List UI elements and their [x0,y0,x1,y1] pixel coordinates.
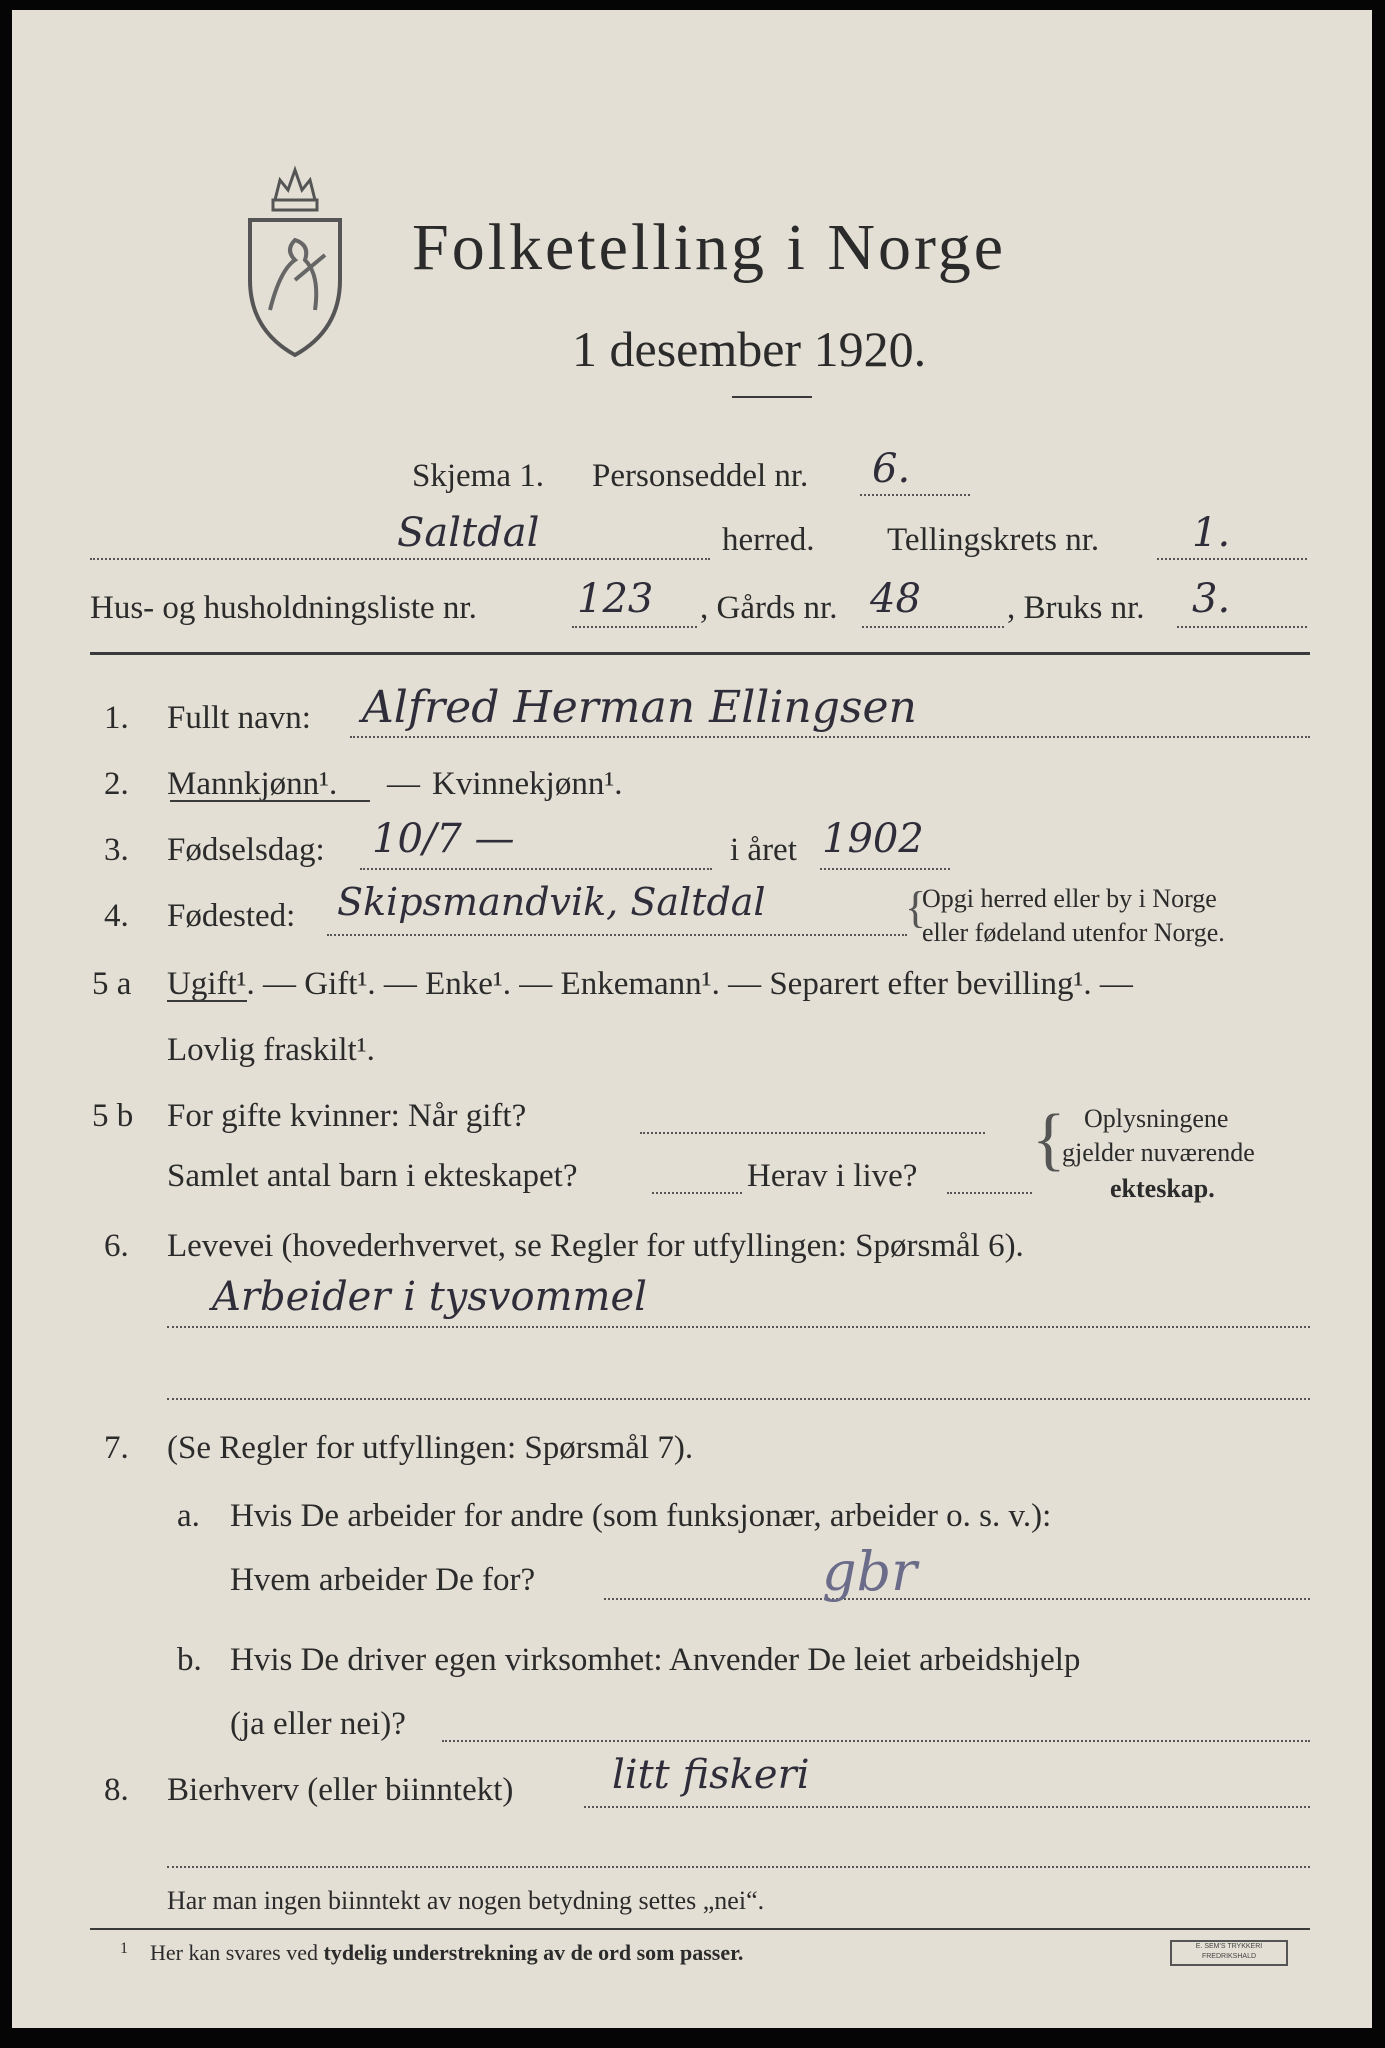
herred-value[interactable]: Saltdal [397,510,540,556]
q8-number: 8. [104,1772,129,1808]
footnote-marker: 1 [120,1940,128,1957]
census-form [12,10,1372,2028]
personseddel-label: Personseddel nr. [592,458,809,494]
q1-number: 1. [104,700,129,736]
hus-line [572,626,697,628]
q1-label: Fullt navn: [167,700,311,736]
gards-line [862,626,1004,628]
q2-male-underline [170,800,370,802]
q4-number: 4. [104,898,129,934]
q1-value[interactable]: Alfred Herman Ellingsen [362,682,917,733]
q5b-married-line [640,1132,985,1134]
q5a-options-line2[interactable]: Lovlig fraskilt¹. [167,1032,375,1068]
q3-number: 3. [104,832,129,868]
hus-label: Hus- og husholdningsliste nr. [90,590,477,626]
q1-line [350,736,1310,738]
q7b-help-line [442,1740,1310,1742]
q4-value[interactable]: Skipsmandvik, Saltdal [337,880,766,924]
q4-note-brace: { [905,883,927,932]
q6-line1 [167,1326,1310,1328]
bruks-value[interactable]: 3. [1192,576,1231,622]
q7a-employer-line [604,1598,1310,1600]
q4-line [327,934,907,936]
q6-value[interactable]: Arbeider i tysvommel [212,1274,647,1320]
q2-separator: — [387,766,420,802]
tellingskrets-label: Tellingskrets nr. [887,522,1100,558]
q4-note-line2: eller fødeland utenfor Norge. [922,918,1225,947]
bruks-label: , Bruks nr. [1007,590,1145,626]
title-divider [732,396,812,398]
herred-line [90,558,710,560]
q5b-children-label: Samlet antal barn i ekteskapet? [167,1158,578,1194]
q3-label: Fødselsdag: [167,832,325,868]
q7a-label: Hvis De arbeider for andre (som funksjonær, arbeider o. s. v.): [230,1498,1052,1534]
q6-line2 [167,1398,1310,1400]
q5b-note-line3: ekteskap. [1110,1174,1215,1203]
q5b-children-line [652,1192,742,1194]
q5a-options[interactable]: Ugift¹. — Gift¹. — Enke¹. — Enkemann¹. — Separert efter bevilling¹. — [167,966,1133,1002]
q8-value[interactable]: litt fiskeri [612,1752,810,1798]
bruks-line [1177,626,1307,628]
q8-label: Bierhverv (eller biinntekt) [167,1772,514,1808]
q5b-note-line1: Oplysningene [1084,1104,1229,1133]
q6-number: 6. [104,1228,129,1264]
q7-label: (Se Regler for utfyllingen: Spørsmål 7). [167,1430,694,1466]
q2-number: 2. [104,766,129,802]
form-subtitle: 1 desember 1920. [572,321,927,377]
q7a-employer-value[interactable]: gbr [822,1540,917,1603]
q2-female-option[interactable]: Kvinnekjønn¹. [432,766,623,802]
tellingskrets-value[interactable]: 1. [1192,510,1231,556]
q3-year-value[interactable]: 1902 [822,816,924,862]
tellingskrets-line [1157,558,1307,560]
personseddel-line [860,494,970,496]
q7b-label: Hvis De driver egen virksomhet: Anvender De leiet arbeidshjelp [230,1642,1081,1678]
hus-value[interactable]: 123 [577,576,654,622]
footnote-text-plain: Her kan svares ved [150,1940,318,1965]
personseddel-value[interactable]: 6. [872,446,911,492]
q3-line [360,868,712,870]
q5b-number: 5 b [92,1098,134,1134]
q5b-note-line2: gjelder nuværende [1062,1138,1255,1167]
q4-note-line1: Opgi herred eller by i Norge [922,884,1217,913]
q8-line2 [167,1866,1310,1868]
q5a-number: 5 a [92,966,132,1002]
q3-year-label: i året [730,832,797,868]
skjema-label: Skjema 1. [412,458,544,494]
q8-line1 [584,1806,1310,1808]
footer-rule [90,1928,1310,1930]
q3-year-line [820,868,950,870]
q2-male-option[interactable]: Mannkjønn¹. [167,766,338,802]
q7a-employer-label: Hvem arbeider De for? [230,1562,536,1598]
q7b-letter: b. [177,1642,202,1678]
q5b-married-label: For gifte kvinner: Når gift? [167,1098,527,1134]
q5b-brace: { [1032,1101,1066,1178]
gards-value[interactable]: 48 [870,576,921,622]
q3-value[interactable]: 10/7 — [372,816,515,862]
note-nei: Har man ingen biinntekt av nogen betydning settes „nei“. [167,1886,765,1915]
q5a-ugift-underline [167,1000,247,1002]
footnote-text-bold: tydelig understrekning av de ord som passer. [323,1940,744,1965]
form-title: Folketelling i Norge [412,211,1007,284]
header-rule [90,652,1310,655]
q7-number: 7. [104,1430,129,1466]
herred-label: herred. [722,522,815,558]
footnote-text [150,1940,743,1966]
printer-stamp-text: E. SEM'S TRYKKERI FREDRIKSHALD [1195,1943,1263,1960]
norway-coat-of-arms-icon [240,160,350,360]
q6-label: Levevei (hovederhvervet, se Regler for utfyllingen: Spørsmål 6). [167,1228,1024,1264]
q4-label: Fødested: [167,898,296,934]
gards-label: , Gårds nr. [700,590,838,626]
q5b-alive-label: Herav i live? [747,1158,918,1194]
q7a-letter: a. [177,1498,200,1534]
q7b-help-label: (ja eller nei)? [230,1706,406,1742]
printer-stamp [1170,1940,1288,1966]
q5b-alive-line [947,1192,1032,1194]
